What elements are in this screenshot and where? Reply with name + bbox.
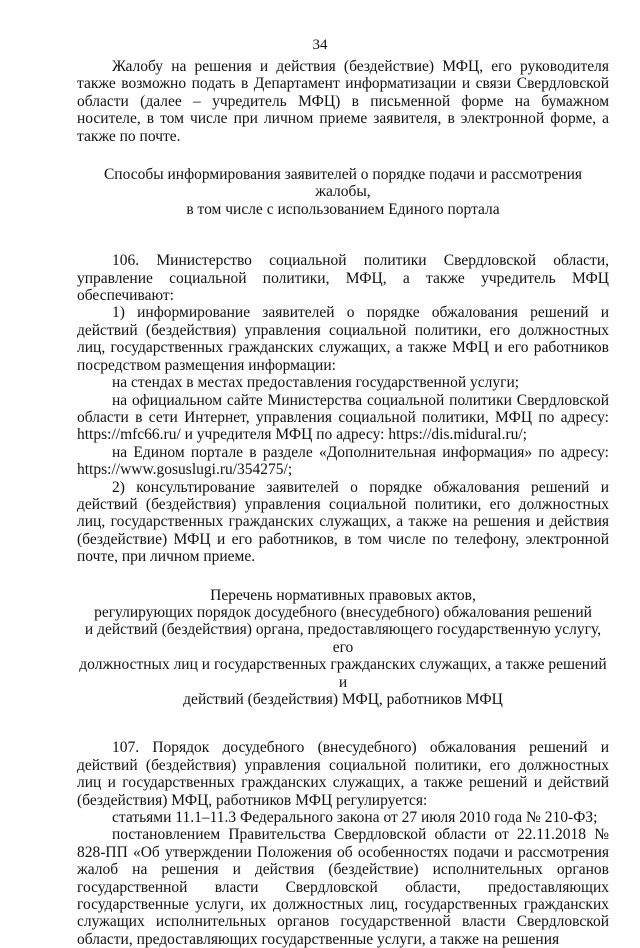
paragraph-106: 106. Министерство социальной политики Свердловской области, управление социальной политики, МФЦ, а также учредитель МФЦ обеспечивают: <box>77 252 609 305</box>
list-item-1: 1) информирование заявителей о порядке обжалования решений и действий (бездействия) управления социальной политики, его должностных лиц, государственных гражданских служащих, а также МФЦ и его работников посредством размещения информации: <box>77 304 609 374</box>
law-reference: статьями 11.1–11.3 Федерального закона от 27 июля 2010 года № 210-ФЗ; <box>112 809 598 827</box>
heading-line: и действий (бездействия) органа, предоставляющего государственную услугу, его <box>84 621 602 656</box>
page-number: 34 <box>312 37 328 53</box>
heading-line: в том числе с использованием Единого портала <box>186 200 500 218</box>
paragraph-107: 107. Порядок досудебного (внесудебного) обжалования решений и действий (бездействия) управления социальной политики, его должностных лиц и государственных гражданских служащих, а также решений и действий (бездействия) МФЦ, работников МФЦ регулируется: <box>77 739 609 809</box>
intro-paragraph: Жалобу на решения и действия (бездействие) МФЦ, его руководителя также возможно подать в Департамент информатизации и связи Свердловской области (далее – учредитель МФЦ) в письменной форме на бумажном носителе, в том числе при личном приеме заявителя, в электронной форме, а также по почте. <box>77 58 609 145</box>
sub-item-stands: на стендах в местах предоставления государственной услуги; <box>112 374 520 392</box>
heading-line: Перечень нормативных правовых актов, <box>210 586 476 604</box>
heading-line: регулирующих порядок досудебного (внесудебного) обжалования решений <box>94 603 592 621</box>
heading-line: Способы информирования заявителей о порядке подачи и рассмотрения жалобы, <box>103 166 583 201</box>
decree-reference: постановлением Правительства Свердловской области от 22.11.2018 № 828-ПП «Об утверждении Положения об особенностях подачи и рассмотрения жалоб на решения и действия (бездействие) исполнительных органов государственной власти Свердловской области, предоставляющих государственные услуги, их должностных лиц, государственных гражданских служащих исполнительных органов государственной власти Свердловской области, предоставляющих государственные услуги, а также на решения <box>77 826 609 948</box>
section-heading-legal-acts <box>77 587 609 709</box>
sub-item-portal: на Едином портале в разделе «Дополнительная информация» по адресу: https://www.gosuslugi.ru/354275/; <box>77 443 609 479</box>
section-heading-complaint-info <box>77 166 609 218</box>
heading-line: действий (бездействия) МФЦ, работников МФЦ <box>183 691 503 708</box>
document-body <box>77 58 609 948</box>
list-item-2: 2) консультирование заявителей о порядке обжалования решений и действий (бездействия) управления социальной политики, его должностных лиц, государственных гражданских служащих, а также на решения и действия (бездействие) МФЦ и его работников, в том числе по телефону, электронной почте, при личном приеме. <box>77 478 609 566</box>
sub-item-website: на официальном сайте Министерства социальной политики Свердловской области в сети Интернет, управления социальной политики, МФЦ по адресу: https://mfc66.ru/ и учредителя МФЦ по адресу: https://dis.midural.ru/; <box>77 391 609 444</box>
heading-line: должностных лиц и государственных гражданских служащих, а также решений и <box>79 656 607 691</box>
